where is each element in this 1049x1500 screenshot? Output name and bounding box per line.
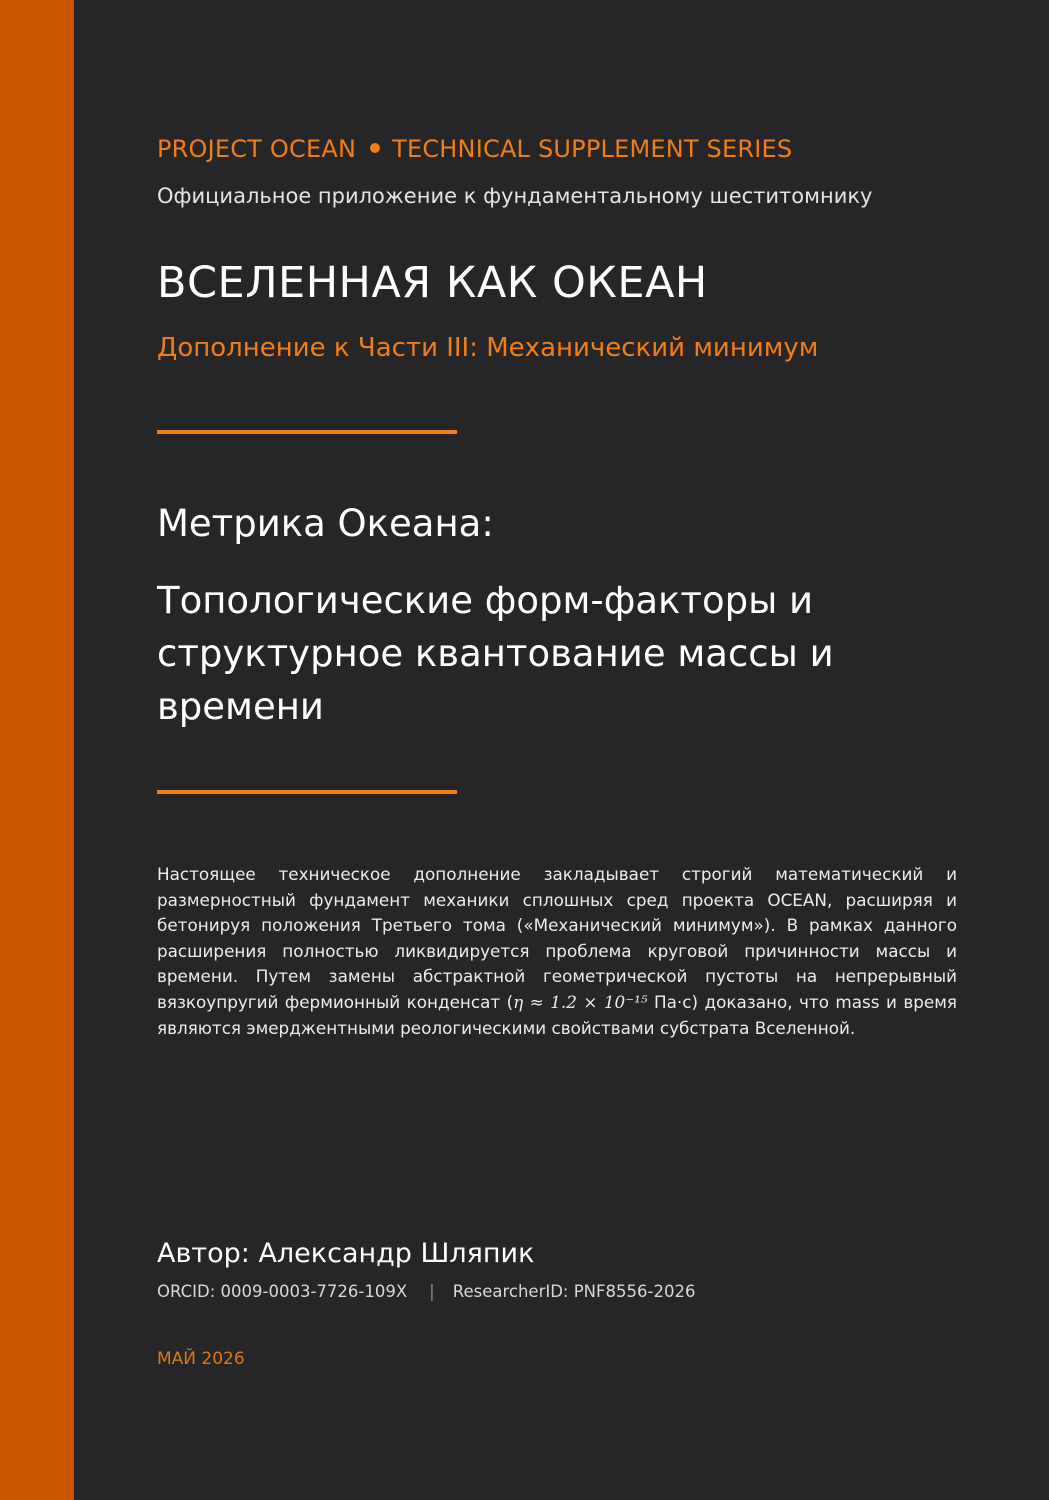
series-name: TECHNICAL SUPPLEMENT SERIES	[392, 135, 793, 163]
part-subtitle: Дополнение к Части III: Механический минимум	[157, 333, 819, 363]
official-supplement-note: Официальное приложение к фундаментальному шеститомнику	[157, 184, 873, 208]
id-separator: |	[429, 1282, 435, 1301]
abstract-text-end: Па·с) доказано, что mass и время являются эмерджентными реологическими свойствами субстрата Вселенной.	[157, 991, 957, 1038]
researcher-id: ResearcherID: PNF8556-2026	[452, 1282, 696, 1301]
divider-bottom	[157, 790, 457, 794]
abstract-text-start: Настоящее техническое дополнение закладывает строгий математический и размерностный фундамент механики сплошных сред проекта OCEAN, расширяя и бетонируя положения Третьего тома («Механический минимум»). В рамках данного расширения полностью ликвидируется проблема круговой причинности массы и времени. Путем замены абстрактной геометрической пустоты на непрерывный вязкоупругий фермионный конденсат (	[157, 864, 957, 1012]
bullet-dot-icon	[370, 143, 380, 153]
paper-title-subtitle: Топологические форм-факторы и структурное квантование массы и времени	[157, 579, 834, 728]
paper-title-main: Метрика Океана:	[157, 502, 494, 545]
orange-side-bar	[0, 0, 74, 1500]
cover-content	[157, 0, 967, 1500]
publication-date: МАЙ 2026	[157, 1349, 245, 1369]
book-title: ВСЕЛЕННАЯ КАК ОКЕАН	[157, 258, 708, 308]
author-name: Автор: Александр Шляпик	[157, 1238, 535, 1269]
series-line	[157, 135, 792, 163]
author-identifiers	[157, 1282, 695, 1301]
divider-top	[157, 430, 457, 434]
viscosity-formula: η ≈ 1.2 × 10⁻¹⁵	[513, 991, 648, 1012]
abstract	[157, 862, 957, 1041]
series-project-name: PROJECT OCEAN	[157, 135, 357, 163]
orcid: ORCID: 0009-0003-7726-109X	[157, 1282, 408, 1301]
